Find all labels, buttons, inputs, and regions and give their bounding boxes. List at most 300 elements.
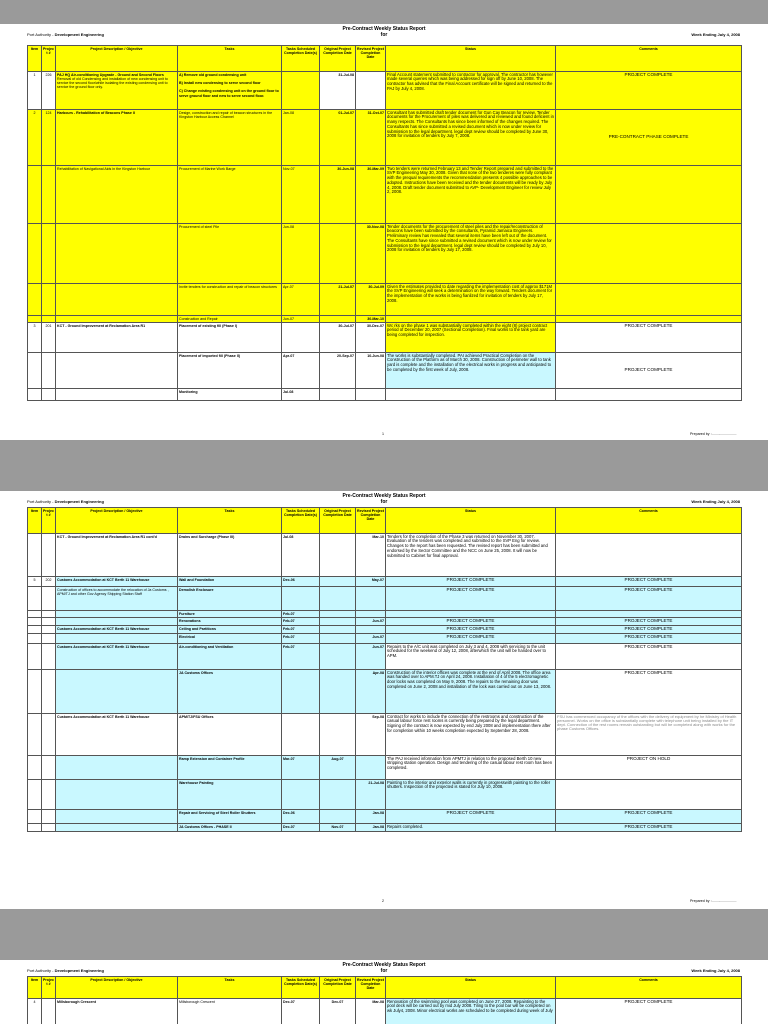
task-cell: Procurement of steel Pile [178,224,282,284]
revised-cell: Mar-10 [356,534,386,577]
task-cell: Electrical [178,634,282,644]
task-cell [178,72,282,110]
item-cell [28,824,42,832]
scheduled-cell [282,780,320,810]
status-text: PROJECT COMPLETE [446,617,495,623]
table-row [28,577,742,587]
item-cell: 3 [28,323,42,353]
revised-cell: Sep-08 [356,714,386,756]
project-cell [42,224,56,284]
report-title: Pre-Contract Weekly Status Report for [342,493,426,505]
original-cell [320,634,356,644]
revised-cell: Jan-08 [356,810,386,824]
col-project-number: Project # [42,46,56,72]
col-status: Status [386,508,556,534]
revised-cell: 30-Nov-08 [356,224,386,284]
comment-cell: PROJECT COMPLETE [556,577,742,587]
item-cell [28,714,42,756]
col-comments: Comments [556,508,742,534]
project-cell [42,999,56,1024]
status-table [27,45,742,401]
item-cell [28,534,42,577]
comment-cell [556,389,742,401]
revised-cell: 30-Mar-09 [356,166,386,224]
original-cell [320,389,356,401]
status-cell: Repairs to the A/C unit was completed on July 3 and 4, 2008 with servicing to the unit scheduled for the weekend of July 12, 2008, afterwhich the unit will be handed over to APM. [386,644,556,670]
description-cell: Millsborough Crescent [56,999,178,1024]
revised-cell: 30-Dec-07 [356,323,386,353]
project-cell: 124 [42,110,56,166]
project-cell [42,618,56,626]
description-cell [56,670,178,714]
status-cell: Two tenders were returned February 13 and Tender Report prepared and submitted to the SVP Engineering May 30, 2008. Given that none of the two tenderes were fully compliant with the prequal requirements the recommendation presents 4 possible approaches to be adopted. Instructions have been received and the tender documents will be ready by July 4, 2008. Draft tender document submitted to AVP- Development Engineer for review July 2, 2008. [386,166,556,224]
col-revised: Revised Project Completion Date [356,977,386,999]
task-cell: JA Customs Offices [178,670,282,714]
project-cell [42,714,56,756]
revised-cell [356,389,386,401]
comment-cell: PROJECT COMPLETE [556,634,742,644]
table-row [28,824,742,832]
scheduled-cell: Mar-07 [282,756,320,780]
original-cell [320,810,356,824]
status-text: PROJECT COMPLETE [446,633,495,639]
org-name: Port Authority - Development Engineering [27,968,104,973]
scheduled-cell: Jun-08 [282,224,320,284]
scheduled-cell [282,72,320,110]
comment-cell: PROJECT COMPLETE [556,587,742,611]
item-cell [28,670,42,714]
col-project-number: Project # [42,977,56,999]
original-cell: Nov-07 [320,824,356,832]
item-cell [28,618,42,626]
table-row [28,644,742,670]
report-title: Pre-Contract Weekly Status Report for [342,26,426,38]
task-a: A) Remove old ground condensing unit [179,72,247,77]
scheduled-cell: Jul-08 [282,389,320,401]
revised-cell: Jun-07 [356,634,386,644]
revised-cell [356,756,386,780]
revised-cell [356,587,386,611]
original-cell: Aug-07 [320,756,356,780]
status-cell [386,810,556,824]
project-cell [42,670,56,714]
item-cell [28,389,42,401]
description-cell: Customs Accommodation at KCT Berth 11 Warehouse [56,644,178,670]
task-cell: Drains and Surcharge (Phase III) [178,534,282,577]
revised-cell: 21-Jul-08 [356,780,386,810]
table-row [28,780,742,810]
status-text: PROJECT COMPLETE [446,625,495,631]
description-cell [56,353,178,389]
org-name: Port Authority - Development Engineering [27,499,104,504]
original-cell: 30-Jun-08 [320,166,356,224]
scheduled-cell: Apr-07 [282,284,320,316]
table-row [28,72,742,110]
report-page-3 [0,960,768,1024]
project-cell [42,389,56,401]
comment-cell: PROJECT COMPLETE [556,72,742,110]
project-cell [42,316,56,323]
col-comments: Comments [556,46,742,72]
item-cell [28,284,42,316]
comment-cell [556,780,742,810]
table-row [28,618,742,626]
scheduled-cell: Dec-07 [282,999,320,1024]
header-row [28,977,742,999]
original-cell [320,534,356,577]
col-item: Item [28,977,42,999]
scheduled-cell: Jan-08 [282,110,320,166]
description-cell: Customs Accommodation at KCT Berth 11 Warehouse [56,577,178,587]
comment-cell: PROJECT COMPLETE [556,353,742,389]
comment-cell [556,224,742,284]
task-cell: Monitoring [178,389,282,401]
table-row [28,110,742,166]
description-cell: Customs Accommodation at KCT Berth 11 Warehouse [56,714,178,756]
task-cell: Placement of existing fill (Phase I) [178,323,282,353]
project-cell [42,587,56,611]
scheduled-cell: Jun-07 [282,316,320,323]
status-cell: Contract for works to include the connection of the restrooms and construction of the casual labour force rest rooms is currently being prepared by the legal department. Signing of the contract is now expected by end July 2008 and implementation there after for completion within 10 weeks completion expected by September 28, 2008. [386,714,556,756]
header-row [28,508,742,534]
scheduled-cell: Dec-06 [282,577,320,587]
comment-cell: PROJECT COMPLETE [556,618,742,626]
col-original: Original Project Completion Date [320,977,356,999]
original-cell [320,644,356,670]
status-text: PROJECT COMPLETE [446,576,495,582]
week-ending: Week Ending July 4, 2008 [691,32,740,37]
scheduled-cell: Nov-07 [282,166,320,224]
revised-cell: May-07 [356,577,386,587]
col-tasks: Tasks [178,46,282,72]
original-cell: 01-Jul-07 [320,110,356,166]
prepared-by: Prepared by :......................... [690,432,737,436]
task-cell: Repair and Servicing of Steel Roller Shutters [178,810,282,824]
status-text: PROJECT COMPLETE [446,586,495,592]
description-cell [56,316,178,323]
table-row [28,323,742,353]
original-cell [320,611,356,618]
scheduled-cell [282,670,320,714]
table-row [28,670,742,714]
task-cell: Placement of imported fill (Phase II) [178,353,282,389]
scheduled-cell: Feb-07 [282,644,320,670]
status-cell [386,626,556,634]
table-row [28,611,742,618]
item-cell [28,634,42,644]
scheduled-cell: Dec-07 [282,824,320,832]
original-cell [320,224,356,284]
col-description: Project Description / Objective [56,508,178,534]
description-cell [56,780,178,810]
week-ending: Week Ending July 4, 2008 [691,499,740,504]
table-row [28,353,742,389]
project-cell [42,810,56,824]
original-cell: 21-Jul-07 [320,284,356,316]
original-cell [320,587,356,611]
col-tasks: Tasks [178,508,282,534]
table-row [28,999,742,1024]
project-cell [42,634,56,644]
original-cell [320,780,356,810]
description-cell [56,618,178,626]
description-cell: KCT - Ground Improvement at Reclamation Area R1 cont'd [56,534,178,577]
scheduled-cell [282,714,320,756]
table-row [28,284,742,316]
scheduled-cell: Dec-06 [282,810,320,824]
task-cell: Air-conditioning and Ventilation [178,644,282,670]
table-row [28,810,742,824]
original-cell: Dec-07 [320,999,356,1024]
page-number: 1 [382,432,384,436]
item-cell [28,316,42,323]
report-title: Pre-Contract Weekly Status Report for [342,962,426,974]
item-cell [28,780,42,810]
comment-cell: PROJECT COMPLETE [556,670,742,714]
col-revised: Revised Project Completion Date [356,508,386,534]
item-cell [28,611,42,618]
status-table [27,976,742,1024]
comment-cell: PROJECT COMPLETE [556,323,742,353]
original-cell [320,626,356,634]
revised-cell: Mar-08 [356,999,386,1024]
project-cell [42,166,56,224]
status-cell: Consultant has submitted draft tender document for Gun Cay Beacon for review. Tender documents for the Procurement of piles was delivered and reviewed and found deficient in many respects. The Consultants has since been informed of the changes required. The Consultants has since submitted a revised document which is now under review for submission to the legal department. legal dept review should be completed by June 30, 2008 for invitation of tenders by July 7, 2008. [386,110,556,166]
task-cell: Demolish Enclosure [178,587,282,611]
project-cell [42,353,56,389]
task-cell: JA Customs Offices - PHASE II [178,824,282,832]
description-cell: Harbours - Rehabilitation of Beacons Phase II [56,110,178,166]
item-cell: 5 [28,577,42,587]
table-row [28,389,742,401]
col-scheduled: Tasks Scheduled Completion Date(s) [282,977,320,999]
description-cell [56,810,178,824]
page-header [0,24,768,46]
description-cell [56,224,178,284]
status-table [27,507,742,832]
comment-cell: PROJECT COMPLETE [556,999,742,1024]
task-cell: APM/TJ/FSU Offices [178,714,282,756]
project-cell: 202 [42,577,56,587]
col-status: Status [386,977,556,999]
revised-cell: Jan-08 [356,824,386,832]
task-cell: Ramp Extension and Container Profile [178,756,282,780]
project-cell [42,756,56,780]
status-cell: Tenders for the completion of the Phase 3 was returned on November 30, 2007. Evaluation of the tenders was completed and submitted to the SVP Eng for review. Changes to the report has been requested. The revised report has been submitted and endorsed by the Sector Committee and the NCC on June 25, 2008. It will now be submitted to Cabinet for final approval. [386,534,556,577]
comment-cell [556,166,742,224]
col-revised: Revised Project Completion Date [356,46,386,72]
report-page-1 [0,24,768,440]
col-comments: Comments [556,977,742,999]
revised-cell [356,626,386,634]
revised-cell: 10-Jun-08 [356,353,386,389]
revised-cell [356,72,386,110]
table-row [28,626,742,634]
status-cell [386,634,556,644]
table-row [28,634,742,644]
table-row [28,534,742,577]
prepared-by: Prepared by :......................... [690,899,737,903]
status-cell: Painting to the interior and exterior walls is currently in progresswith painting to the roller shutters. Inspection of the projected is stated for July 10, 2008. [386,780,556,810]
comment-cell [556,611,742,618]
task-cell: Design, construction and repair of beacon structures in the Kingston Harbour Access Channel [178,110,282,166]
scheduled-cell: Jul-08 [282,534,320,577]
scheduled-cell [282,323,320,353]
original-cell [320,670,356,714]
description-cell [56,824,178,832]
table-row [28,166,742,224]
item-cell: 2 [28,110,42,166]
col-project-number: Project # [42,508,56,534]
description-cell [56,611,178,618]
col-scheduled: Tasks Scheduled Completion Date(s) [282,46,320,72]
task-cell: Furniture [178,611,282,618]
project-cell: 201 [42,323,56,353]
task-cell: Ceiling and Partitions [178,626,282,634]
task-b: B) Install new condensing to serve second floor [179,80,261,85]
comment-cell: PRE-CONTRACT PHASE COMPLETE [556,110,742,166]
status-cell [386,611,556,618]
item-cell [28,756,42,780]
status-cell: Final Account statement submitted to contractor for approval. The contractor has however made several queries which was being addressed for sign off by June 10, 2008. The contractor has advised that the Final Account certificate will be signed and returned to the PAJ by July 4, 2008. [386,72,556,110]
project-cell: 226 [42,72,56,110]
status-cell [386,389,556,401]
comment-cell [556,316,742,323]
comment-cell [556,534,742,577]
status-cell [386,316,556,323]
item-cell [28,224,42,284]
item-cell [28,166,42,224]
table-row [28,587,742,611]
task-cell: Millsborough Crescent [178,999,282,1024]
task-c: C) Change existing condensing unit on the ground floor to serve ground floor and new to serve second floor. [179,89,279,98]
description-cell [56,389,178,401]
scheduled-cell: Feb-07 [282,634,320,644]
task-cell: Procurement of Marine Work Barge [178,166,282,224]
scheduled-cell: Feb-07 [282,618,320,626]
original-cell [320,714,356,756]
status-cell: The works is substantially completed. PAI achieved Practical Completion on the Construction of the Platform as of March 30, 2008. Construction of perimeter wall to tank yard is complete and the installation of the electrical works in progress and anticipated to be completed by the first week of July, 2008. [386,353,556,389]
description-cell [56,756,178,780]
col-original: Original Project Completion Date [320,508,356,534]
status-cell: Wc rks on the phase 1 was substantially completed within the eight (8) project contract period of December 20, 2007 (Sectional Completion). Final works to the tank yard are being completed for inspection. [386,323,556,353]
item-cell [28,353,42,389]
description-cell [56,284,178,316]
project-cell [42,284,56,316]
status-cell: Renovation of the swimming pool was completed on June 27, 2008. Repainting to the pool deck will be carried out by mid July 2008. Tiling to the pool bar will be completed on wk July4, 2008. Minor electrical works are scheduled to be completed during week of July [386,999,556,1024]
task-cell: Renovations [178,618,282,626]
col-scheduled: Tasks Scheduled Completion Date(s) [282,508,320,534]
project-cell [42,626,56,634]
col-description: Project Description / Objective [56,46,178,72]
original-cell [320,618,356,626]
revised-cell: Jun-07 [356,644,386,670]
status-cell: Tender documents for the procurement of steel piles and the repair/reconstruction of beacons have been submitted by the consultants, Pyramid Jamaica Engineers. Preliminary review has revealed that several items have been left out of the document. The Consultants have since submitted a revised document which is now under review for submission to the legal department. legal dept review should be completed by July 10, 2008 for invitation of tenders by July 17, 2008. [386,224,556,284]
status-cell: Construction of the interior offices was complete at the end of April 2008. The office area was handed over to APM.TJ on April 24, 2008. Installation of 4 of the 5 electromagnetic door locks was completed on May 9, 2008. The repairs to the remaining door was completed on June 2, 2008 and installation of the lock was carried out on June 13, 2008. [386,670,556,714]
description-cell: Construction of offices to accommodate the relocation of Ja Customs , APM/TJ and other Gov Agency Shipping Station Staff [56,587,178,611]
item-cell: 1 [28,72,42,110]
item-cell [28,644,42,670]
status-cell [386,587,556,611]
col-tasks: Tasks [178,977,282,999]
comment-cell: PROJECT COMPLETE [556,824,742,832]
scheduled-cell: Feb-07 [282,611,320,618]
comment-cell: PROJECT COMPLETE [556,644,742,670]
status-cell: Repairs completed. [386,824,556,832]
original-cell: 31-Jul-08 [320,72,356,110]
status-cell: The PAJ received information from APMTJ in relation to the proposed Berth 10 new stripping station operation. Design and tendering of the casual labour rest room has been completed. [386,756,556,780]
description-cell [56,72,178,110]
project-cell [42,644,56,670]
description-cell: Customs Accommodation at KCT Berth 11 Warehouse [56,626,178,634]
status-cell [386,577,556,587]
scheduled-cell: Feb-07 [282,626,320,634]
comment-cell: PROJECT COMPLETE [556,626,742,634]
status-text: PROJECT COMPLETE [446,809,495,815]
project-cell [42,611,56,618]
status-cell: Given the estimates provided to date regarding the implementation cost of approx $171M the SVP Engineering will seek a determination on the way forward. Tenders document for the implementation of the works is being fianlized for invitation of tenders by July 17, 2008. [386,284,556,316]
org-name: Port Authority - Development Engineering [27,32,104,37]
comment-cell: FSU has commenced occupancy of the offices with the delivery of equipment by he Ministry of Health personnel. Works on the office is substantially complete with telephone unit being installed by the IT dept. Connection of the rest rooms remain outstanding but will be completed along with works for the phase Customs Offices. [556,714,742,756]
project-cell [42,534,56,577]
original-cell: 20-Sep-07 [320,353,356,389]
col-description: Project Description / Objective [56,977,178,999]
week-ending: Week Ending July 4, 2008 [691,968,740,973]
table-row [28,714,742,756]
page-number: 2 [382,899,384,903]
revised-cell: Jun-07 [356,618,386,626]
item-cell: 4 [28,999,42,1024]
item-cell [28,810,42,824]
revised-cell: 31-Oct-07 [356,110,386,166]
description-cell: Rehabilitation of Navigational Aids in the Kingston Harbour [56,166,178,224]
table-row [28,316,742,323]
item-cell [28,587,42,611]
col-status: Status [386,46,556,72]
header-row [28,46,742,72]
original-cell [320,577,356,587]
original-cell: 30-Jul-07 [320,323,356,353]
original-cell [320,316,356,323]
revised-cell [356,611,386,618]
col-original: Original Project Completion Date [320,46,356,72]
task-cell: Wall and Foundation [178,577,282,587]
revised-cell: 30-Jul-09 [356,284,386,316]
task-cell: Invite tenders for construction and repair of beacon structures [178,284,282,316]
table-row [28,224,742,284]
revised-cell: 30-Mar-10 [356,316,386,323]
project-cell [42,824,56,832]
task-cell: Construction and Repair [178,316,282,323]
description-title: PAJ HQ Air-conditioning Upgrade - Ground and Second Floors [57,72,164,77]
col-item: Item [28,508,42,534]
item-cell [28,626,42,634]
description-cell [56,634,178,644]
table-row [28,756,742,780]
comment-cell: PROJECT COMPLETE [556,810,742,824]
revised-cell: Apr-08 [356,670,386,714]
status-cell [386,618,556,626]
project-cell [42,780,56,810]
scheduled-cell: Apr-07 [282,353,320,389]
scheduled-cell [282,587,320,611]
comment-cell [556,284,742,316]
comment-cell: PROJECT ON HOLD [556,756,742,780]
col-item: Item [28,46,42,72]
report-page-2 [0,491,768,909]
description-detail: Removal of old Condensing and installation of new condensing unit to service the second floor/while isolating the existing condensing unit to service the ground floor only. [57,76,168,90]
task-cell: Warehouse Painting [178,780,282,810]
